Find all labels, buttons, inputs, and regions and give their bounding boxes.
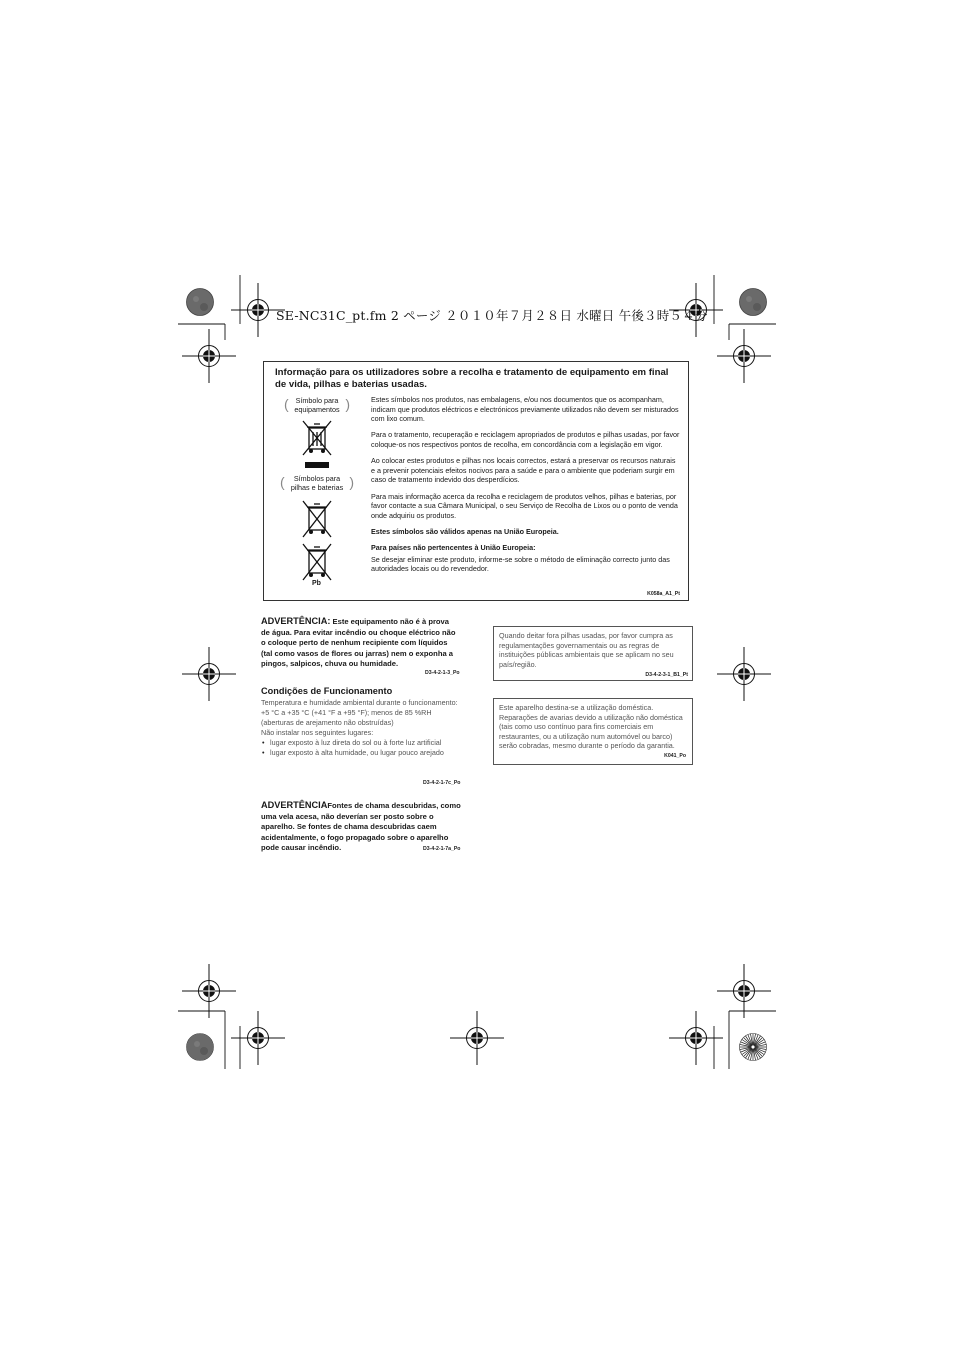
battery-label-line1: Símbolos para [293, 474, 341, 483]
weee-non-eu-heading: Para países não pertencentes à União Europeia: [371, 543, 536, 553]
doc-code: D3-4-2-1-7c_Po [423, 780, 461, 786]
pb-label: Pb [312, 580, 321, 587]
equipment-label-line2: equipamentos [294, 405, 340, 415]
battery-symbol-label: ( Símbolos para pilhas e baterias ) [280, 474, 354, 493]
battery-label-line2: pilhas e baterias [290, 483, 344, 493]
crossed-bin-battery-icon [301, 499, 333, 539]
conditions-list [261, 738, 461, 758]
water-warning [261, 616, 459, 670]
conditions-line: Temperatura e humidade ambiental durante o funcionamento: [261, 698, 458, 707]
doc-code: D3-4-2-1-3_Po [425, 670, 460, 676]
doc-code: K058a_A1_Pt [647, 591, 680, 597]
conditions-line: Não instalar nos seguintes lugares: [261, 728, 374, 737]
weee-notice-box [263, 361, 689, 601]
list-item-text: lugar exposto à luz direta do sol ou à forte luz artificial [270, 738, 442, 747]
operating-conditions-title: Condições de Funcionamento [261, 686, 393, 696]
list-item [261, 738, 461, 748]
doc-code: D3-4-2-1-7a_Po [423, 846, 461, 852]
warning-text: Este equipamento não é à prova de água. Para evitar incêndio ou choque eléctrico não o coloque perto de nenhum recipiente com líquidos (tal como vasos de flores ou jarras) nem o exponha a pingos, salpicos, chuva ou humidade. [261, 617, 456, 669]
warning-heading: ADVERTÊNCIA [261, 800, 328, 810]
conditions-line: +5 °C a +35 °C (+41 °F a +95 °F); menos de 85 %RH (aberturas de arejamento não obstruídas) [261, 708, 432, 727]
list-item-text: lugar exposto à alta humidade, ou lugar pouco arejado [270, 748, 444, 757]
doc-code: K041_Po [664, 753, 686, 759]
operating-conditions-body [261, 698, 461, 758]
weee-notice-body [371, 395, 681, 580]
file-header-line: SE-NC31C_pt.fm 2 ページ ２０１０年７月２８日 水曜日 午後３時５４分 [276, 308, 708, 323]
battery-disposal-box [493, 626, 693, 681]
crossed-bin-pb-icon [301, 542, 333, 582]
list-item [261, 748, 461, 758]
bullet: • [262, 748, 265, 757]
doc-code: D3-4-2-3-1_B1_Pt [645, 672, 688, 678]
domestic-use-text: Este aparelho destina-se a utilização doméstica. Reparações de avarias devido a utilização não doméstica (tais como uso contínuo para fins comerciais em restaurantes, ou a utilização num automóvel ou barco) serão cobradas, mesmo durante o período da garantia. [499, 703, 683, 751]
weee-paragraph: Para o tratamento, recuperação e reciclagem apropriados de produtos e pilhas usadas, por favor coloque-os nos respectivos pontos de recolha, em concordância com a legislação em vigor. [371, 430, 680, 449]
equipment-label-line1: Símbolo para [295, 396, 339, 405]
weee-paragraph: Se desejar eliminar este produto, informe-se sobre o método de eliminação correcto junto das autoridades locais ou do revendedor. [371, 554, 670, 574]
battery-disposal-text: Quando deitar fora pilhas usadas, por favor cumpra as regulamentações governamentais ou as regras de instituições públicas ambientais que se aplicam no seu país/região. [499, 631, 674, 669]
weee-notice-title: Informação para os utilizadores sobre a recolha e tratamento de equipamento em final de vida, pilhas e baterias usadas. [275, 367, 669, 390]
crossed-bin-equipment-icon [301, 418, 333, 470]
warning-heading: ADVERTÊNCIA: [261, 616, 331, 626]
bullet: • [262, 738, 265, 747]
equipment-symbol-label: ( Símbolo para equipamentos ) [284, 396, 350, 415]
domestic-use-box [493, 698, 693, 765]
weee-paragraph: Para mais informação acerca da recolha e reciclagem de produtos velhos, pilhas e baterias, por favor contacte a sua Câmara Municipal, o seu Serviço de Recolha de Lixos ou o ponto de venda onde adquiriu os produtos. [371, 491, 678, 520]
weee-paragraph: Estes símbolos nos produtos, nas embalagens, e/ou nos documentos que os acompanham, indicam que produtos eléctricos e electrónicos previamente utilizados não devem ser misturados com lixo comum. [371, 395, 679, 424]
weee-eu-only-note: Estes símbolos são válidos apenas na União Europeia. [371, 526, 559, 536]
warning-text: Fontes de chama descubridas, como uma vela acesa, não deverían ser posto sobre o aparelho. Se fontes de chama descubridas caem acidentalmente, o fogo propagado sobre o aparelho pode causar incêndio. [261, 801, 461, 853]
weee-paragraph: Ao colocar estes produtos e pilhas nos locais correctos, estará a preservar os recursos naturais e a prevenir potenciais efeitos nocivos para a saúde e para o ambiente que poderiam surgir em caso de tratamento indevido dos desperdícios. [371, 456, 676, 485]
